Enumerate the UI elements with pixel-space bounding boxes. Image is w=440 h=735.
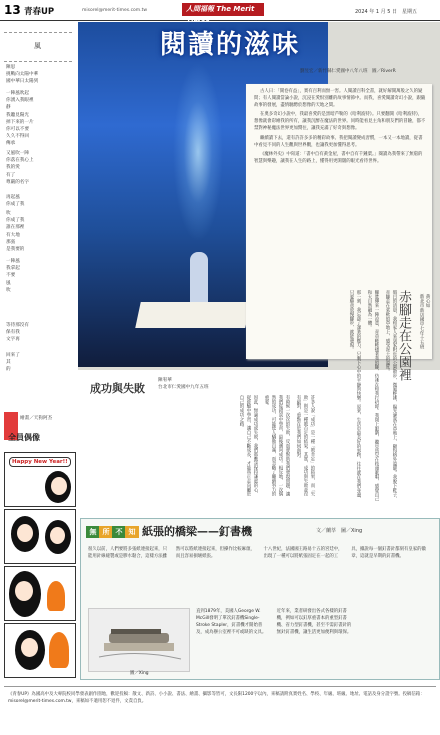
comic-credit: 繪畫／天狗阿杰 [20,416,53,421]
paragraph: 那一刻，我忘卻了課業的壓力，只剩下心中的平靜與快樂。原來，生活中最美好的事物，往往就在我們身邊，只要願意放慢腳步，就能發現。 [349,290,361,502]
light-beam [173,62,223,242]
poem-stanza: 又風吹一陣 你落在我心上 我的愛 有了 尊嚴的名字 [6,151,34,185]
character-face [17,524,33,542]
flame-effect [47,581,65,611]
stapler-illustration [88,608,190,672]
poem-stanza: 陳思 挑戰向太陽中華 國中華日太陽到 [6,65,39,85]
article-byline: 劉昱宏／新竹縣仁愛國中八年八班 圖／RiverR [300,69,396,74]
left-column [4,22,74,412]
paragraph: 繼續讀下去，還有許許多多的精彩故事。我把閱讀變成習慣，一本又一本地讀，從書中看見不同的人生觀與世界觀，也讓我更加懂得思考。 [254,135,423,148]
park-article-title: 赤腳走在公園裡 [396,290,411,381]
tag-char: 知 [125,526,139,538]
park-article-body [318,290,398,505]
submission-footer [4,686,436,727]
tag-char: 不 [112,526,126,538]
park-article-author: 黃心如 新北市新店國中七年十五班 [419,294,430,350]
flame-effect [49,632,69,668]
poem-title-box [4,32,72,62]
comic-panel [4,452,76,507]
section-title: 青春UP [24,7,55,17]
comic-panel [4,623,76,678]
stapler-drawing [89,609,189,671]
character-face [51,477,67,495]
paragraph: 《魔林外史》中寫道：「書中自有黃金屋，書中自有千鍾粟。」閱讀為我帶來了無窮的智慧與樂趣，讓我在人生的路上，懂得用更開闊的眼光看待世界。 [254,151,423,164]
poem-stanza: 吹 你成了我 誰在那裡 有大地 那張 是我要的 [6,211,25,253]
paragraph: 因此，無論成功或失敗，我們都應該保持謙虛的心，從經驗中學習，讓自己不斷成長，才能真正走向屬於自己的成功之路。 [239,395,258,497]
issue-date: 2024 年 1 月 5 日 星期五 [355,9,418,15]
paragraph: 在奧多奇幻小說中，我最喜愛的是黑暗芦勒的《哈利波特》。只要翻開《哈利波特》，想像就會彩繪我的所有，讓我沉醉在魔法的世界。同時能看見主角和朋友們的冒險，都不禁對神秘魔法世界更加嚮往，讓我充滿了好奇與想像。 [254,112,426,132]
success-article-author: 陳宥華 台北市仁愛國中九年五班 [158,378,209,390]
paragraph: 十八世紀，法國國王路易十五的宮廷中，出現了一種可以將紙張固定在一起的工具，據說每一個釘書針都刻有皇家的徽章，這就是早期的釘書機。 [263,547,426,559]
character-face [50,527,65,544]
stapler-article-author: 文／蘭萃 圖／Xing [316,528,363,534]
poem-stanza: 一陣風 我拿起 不要 風 吹 [6,259,20,293]
poem-stanza: 一陣風吹起 你湧入我眼裡 靜 我聽見陽光 掉下來的一片 你可以不要 久久不得回 傳承 [6,91,34,147]
paragraph: 近年來，業者研發出各式各樣的釘書機，例如可以釘厚重書本的重型釘書機、省力型釘書機，甚至不需釘書針的無針釘書機，讓生活更加便利與環保。 [276,609,352,635]
character-face [15,581,33,601]
comic-panel [4,566,76,621]
poem-stanza: 再起風 你成了我 [6,195,25,208]
footer-text: 《青春UP》為國高中及大專院校同學發表創作園地，歡迎投稿：散文、新詩、小小說、書法、繪畫、攝影等皆可，文長限1200字以內，來稿請附真實姓名、學校、年級、班級、地址、電話及身分證字號。投稿信箱：misorel@merit-times.com.tw，來稿如不適用恕不退件，文責自負。 [8,692,425,704]
success-article-title: 成功與失敗 [90,382,145,395]
paragraph: 直到1879年，美國人George W. McGill發明了單次釘書機Single-Stroke Stapler，釘書機才開始普及，成為辦公室裡不可或缺的文具。 [196,609,267,635]
speech-bubble: Happy New Year!! [9,457,71,467]
paper-logo: 人間福報 The Merit [182,3,264,16]
paragraph: 假日的清晨，我和家人來到家附近的公園散步，微風輕拂，陽光灑落在草地上，顯得格外溫暖。我脫下鞋子，赤腳走在柔軟的草地上，感受泥土的溫度。 [385,290,397,502]
stapler-article-title: 紙張的橋梁——釘書機 [142,525,252,538]
paragraph: 很久以前，人們要將多張紙連接起來，只能用針線縫製或是膠水黏合，這樣方法雖然可以將紙連接起來，但操作比較麻煩，而且容易損壞紙張。 [88,547,255,559]
article-heading: 閱讀的滋味 [160,30,301,60]
page-number: 13 [4,3,21,17]
stapler-article-body-continued [196,608,432,673]
comic-title: 全員偶像 [8,433,40,442]
paragraph: 古人曰：「開卷有益」，實有百利而無一害。人閱讀百科全書，就好解開萬般之久的疑問；有人閱讀當論小說，沉浸在愛恨別離的故事情節中。而我，喜愛閱讀奇幻小說，跟隨故事的發展，盡情馳騁於想像的天地之間。 [254,89,426,109]
tag-char: 無 [86,526,100,538]
stapler-article-body [88,546,433,606]
paragraph: 許多人說「成功」是一種「被肯定」的結果，而「失敗」則是一種被否定的結果。其實，成功與失敗並沒有絕對，重點在於我們如何面對。 [296,395,315,497]
poem-stanza: 等待那沒有 保有我 文字再 [6,323,29,343]
poem-title: 風 [34,42,41,50]
header-url[interactable]: misorel@merit-times.com.tw [82,8,148,13]
poem-stanza: 回來了 其 的 [6,353,20,373]
paragraph: 有時候一次次的失敗，反而會幫助我們發現問題，讓我們從錯誤中學習，最後邁向成功。相反地，一次偶然的成功，可能使人驕傲自滿，而忽略了繼續努力的重要。 [264,395,290,497]
success-article-body [90,395,316,500]
page-header [0,0,440,21]
comic-panel [4,509,76,564]
column-tag [86,526,138,538]
reader-figure [190,252,208,307]
character-face [21,638,38,657]
illustration-credit: 圖／Xing [130,671,149,676]
open-book-illustration [135,302,251,328]
tag-char: 所 [99,526,113,538]
paragraph: 腳底傳來一陣涼意，青草輕輕搔著我的腳，彷彿在和我打招呼。我閉上眼睛，聽見鳥兒在枝頭歌唱，感覺自己和大自然融為一體。 [367,290,379,502]
comic-strip [4,452,76,679]
